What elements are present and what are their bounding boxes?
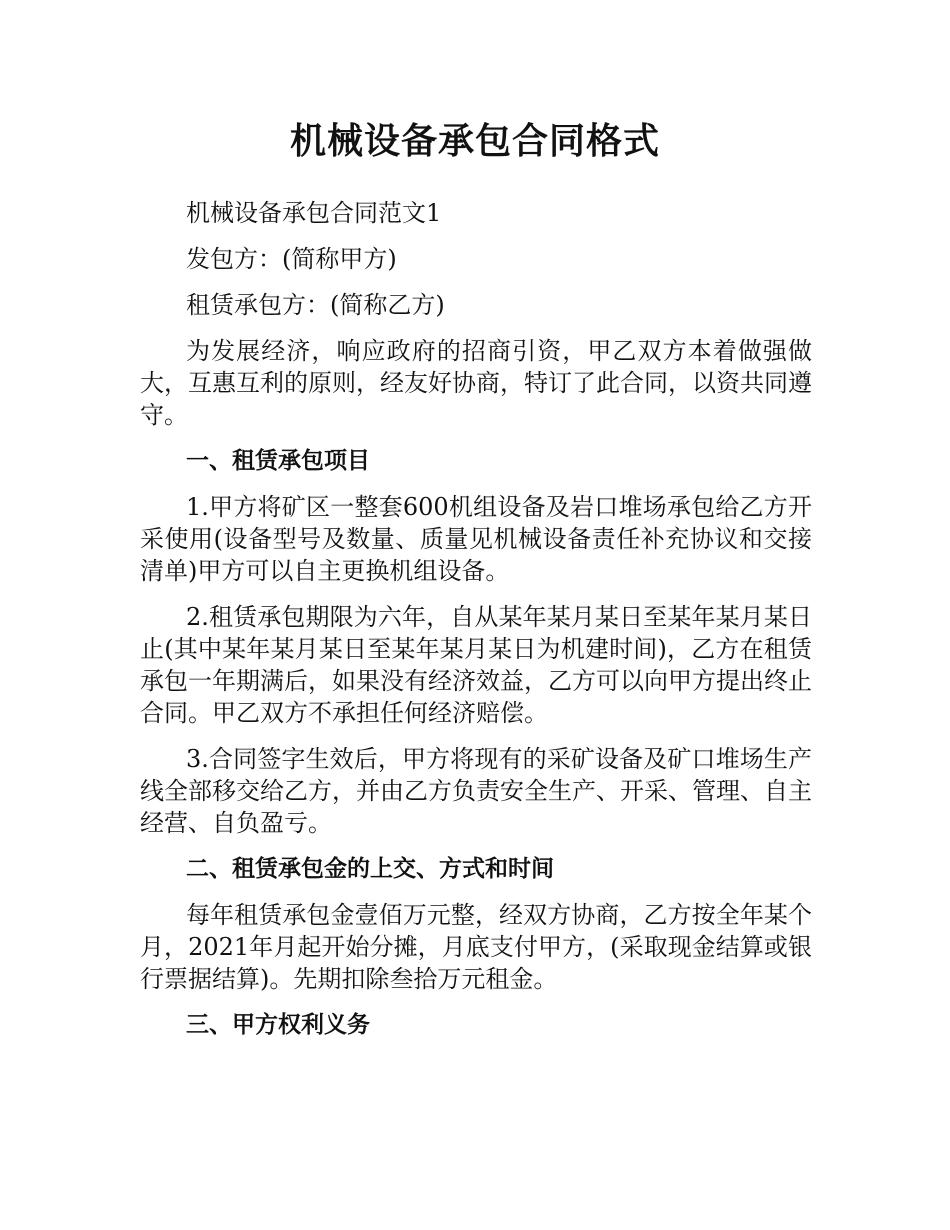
document-title: 机械设备承包合同格式 (289, 121, 660, 162)
clause-1-1: 1.甲方将矿区一整套600机组设备及岩口堆场承包给乙方开采使用(设备型号及数量、质量见机械设备责任补充协议和交接清单)甲方可以自主更换机组设备。 (140, 493, 812, 585)
clause-2-1: 每年租赁承包金壹佰万元整，经双方协商，乙方按全年某个月，2021年月起开始分摊，月底支付甲方，(采取现金结算或银行票据结算)。先期扣除叁拾万元租金。 (140, 901, 812, 993)
paragraph-party-a: 发包方：(简称甲方) (186, 245, 397, 273)
clause-1-2: 2.租赁承包期限为六年，自从某年某月某日至某年某月某日止(其中某年某月某日至某年某月某日为机建时间)，乙方在租赁承包一年期满后，如果没有经济效益，乙方可以向甲方提出终止合同。甲乙双方不承担任何经济赔偿。 (140, 603, 812, 727)
document-body (140, 197, 812, 1055)
section-heading-3: 三、甲方权利义务 (186, 1012, 370, 1038)
clause-1-3: 3.合同签字生效后，甲方将现有的采矿设备及矿口堆场生产线全部移交给乙方，并由乙方负责安全生产、开采、管理、自主经营、自负盈亏。 (140, 745, 812, 837)
paragraph-party-b: 租赁承包方：(简称乙方) (186, 291, 445, 319)
section-heading-2: 二、租赁承包金的上交、方式和时间 (186, 856, 554, 882)
paragraph-preamble: 为发展经济，响应政府的招商引资，甲乙双方本着做强做大，互惠互利的原则，经友好协商，特订了此合同，以资共同遵守。 (140, 337, 812, 429)
paragraph-sample-label: 机械设备承包合同范文1 (186, 199, 442, 227)
section-heading-1: 一、租赁承包项目 (186, 448, 370, 474)
